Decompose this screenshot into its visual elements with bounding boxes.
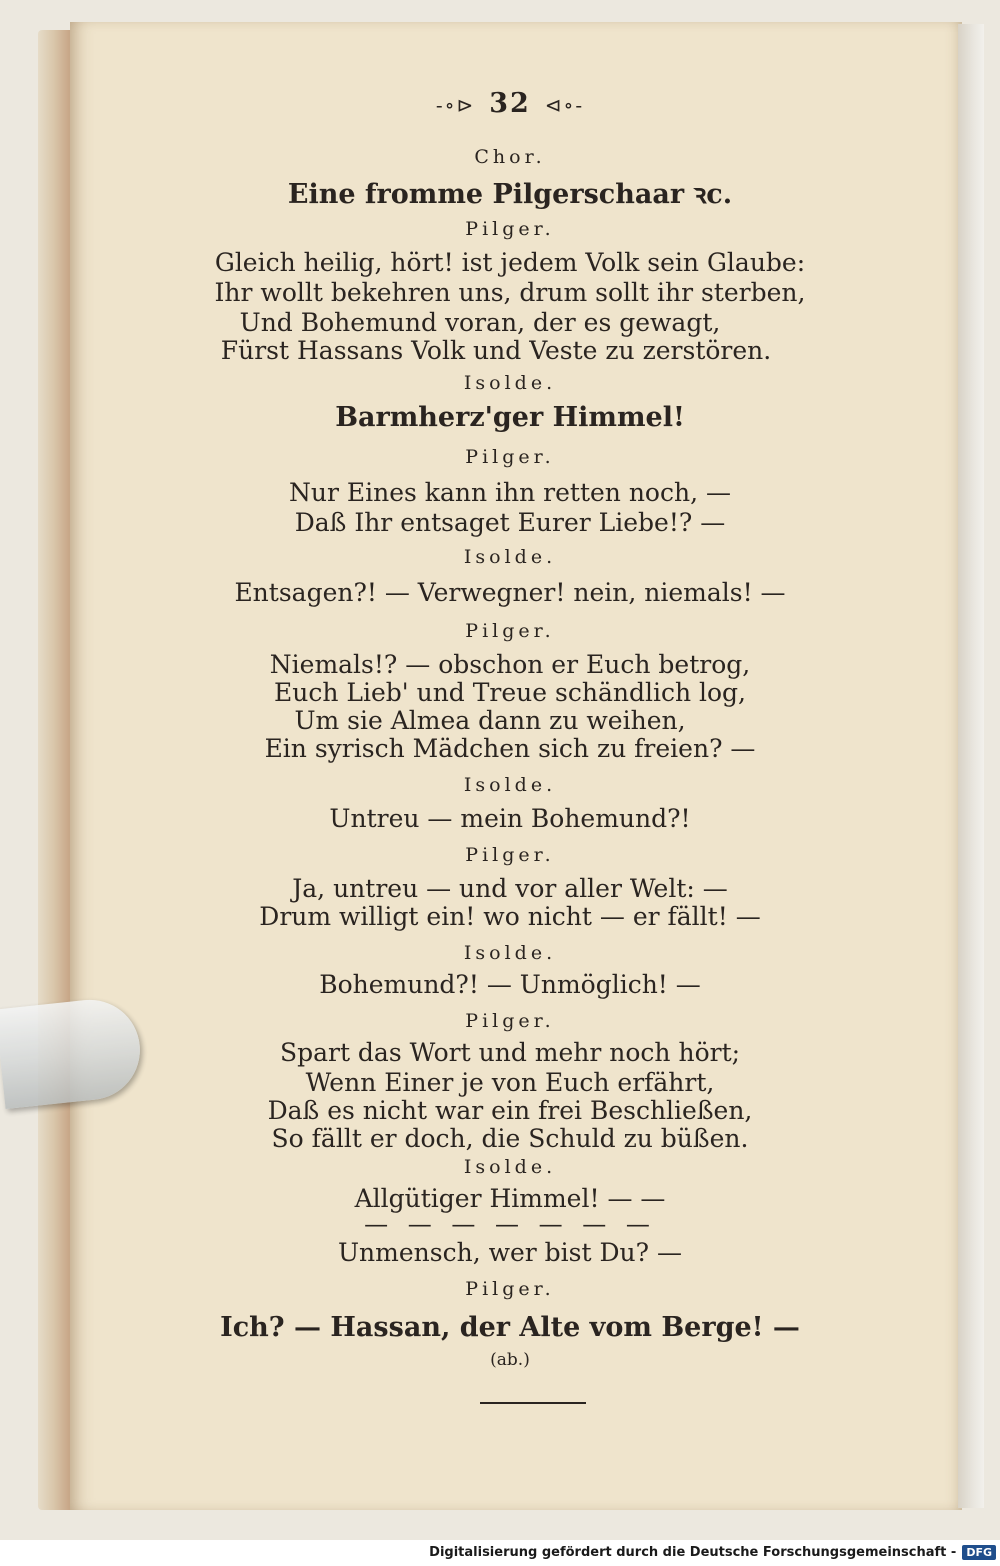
end-rule [480,1402,586,1404]
verse-line: Gleich heilig, hört! ist jedem Volk sein Glaube: [214,248,806,277]
verse-line: Allgütiger Himmel! — — [354,1184,666,1213]
verse-line: Um sie Almea dann zu weihen, [294,706,686,735]
ornament-left: -∘⊳ [435,93,476,117]
verse-line: Barmherz'ger Himmel! [335,402,685,433]
page-number: 32 [489,88,531,119]
speaker-label: Pilger. [465,218,555,240]
verse-line: Untreu — mein Bohemund?! [329,804,691,833]
speaker-label: Pilger. [465,446,555,468]
verse-line: Daß Ihr entsaget Eurer Liebe!? — [294,508,726,537]
speaker-label: Isolde. [463,774,557,796]
stage-line: Eine fromme Pilgerschaar ꝛc. [287,179,733,210]
verse-line: Daß es nicht war ein frei Beschließen, [267,1096,753,1125]
speaker-label: Isolde. [463,942,557,964]
verse-line: Spart das Wort und mehr noch hört; [279,1038,741,1067]
verse-line: Ja, untreu — und vor aller Welt: — [292,874,728,903]
ornament-right: ⊲∘- [544,93,585,117]
verse-line: Fürst Hassans Volk und Veste zu zerstören. [220,336,772,365]
verse-line: Niemals!? — obschon er Euch betrog, [269,650,751,679]
digitization-footer [429,1542,996,1562]
speaker-label: Isolde. [463,1156,557,1178]
speaker-label: Pilger. [465,844,555,866]
verse-line: Entsagen?! — Verwegner! nein, niemals! — [234,578,786,607]
speaker-label: Isolde. [463,372,557,394]
verse-line: So fällt er doch, die Schuld zu büßen. [271,1124,749,1153]
page-edge [958,24,984,1508]
speaker-label: Pilger. [465,1010,555,1032]
verse-line: Nur Eines kann ihn retten noch, — [289,478,731,507]
stage-direction: (ab.) [490,1350,530,1370]
dfg-logo-icon: DFG [962,1545,996,1560]
verse-line: Unmensch, wer bist Du? — [337,1238,682,1267]
verse-line: Bohemund?! — Unmöglich! — [319,970,701,999]
footer-text: Digitalisierung gefördert durch die Deutsche Forschungsgemeinschaft - [429,1544,957,1560]
verse-line: Ich? — Hassan, der Alte vom Berge! — [220,1312,800,1343]
page-number-line [100,88,920,119]
verse-line: Ihr wollt bekehren uns, drum sollt ihr sterben, [214,278,806,307]
verse-line: Wenn Einer je von Euch erfährt, [305,1068,715,1097]
verse-line: Drum willigt ein! wo nicht — er fällt! — [259,902,761,931]
speaker-label: Pilger. [465,620,555,642]
speaker-label: Pilger. [465,1278,555,1300]
verse-line: Euch Lieb' und Treue schändlich log, [273,678,746,707]
speaker-label: Isolde. [463,546,557,568]
dash-line: — — — — — — — [364,1210,656,1238]
verse-line: Ein syrisch Mädchen sich zu freien? — [264,734,756,763]
verse-line: Und Bohemund voran, der es gewagt, [239,308,721,337]
speaker-label: Chor. [474,146,546,168]
